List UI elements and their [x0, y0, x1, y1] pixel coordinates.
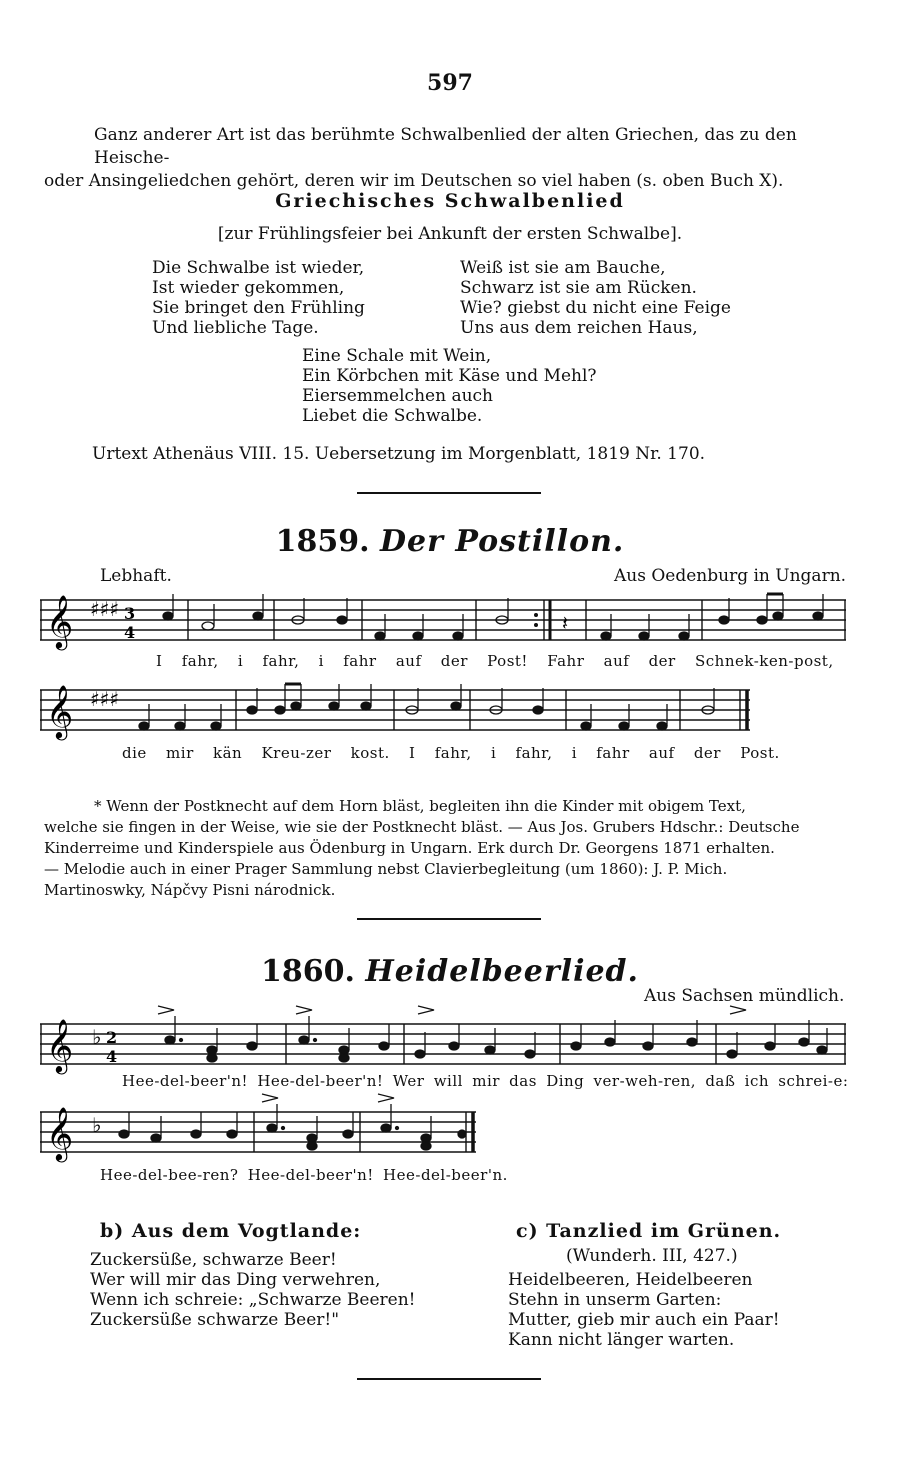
greek-col-left [152, 258, 365, 338]
verse-line: Zuckersüße schwarze Beer!" [90, 1310, 340, 1330]
footnote-line: — Melodie auch in einer Prager Sammlung nebst Clavierbegleitung (um 1860): J. P. Mich. [44, 860, 728, 878]
verse-line: Sie bringet den Frühling [152, 298, 365, 318]
page-number: 597 [427, 70, 473, 96]
tempo-marking: Lebhaft. [100, 566, 172, 586]
verse-line: Die Schwalbe ist wieder, [152, 258, 365, 278]
variant-b-title: b) Aus dem Vogtlande: [100, 1220, 362, 1242]
verse-line: Liebet die Schwalbe. [302, 406, 483, 426]
variant-c-source: (Wunderh. III, 427.) [566, 1246, 738, 1266]
verse-line: Schwarz ist sie am Rücken. [460, 278, 697, 298]
svg-text:4: 4 [124, 623, 136, 642]
verse-line: Wenn ich schreie: „Schwarze Beeren! [90, 1290, 416, 1310]
verse-line: Kann nicht länger warten. [508, 1330, 735, 1350]
greek-source: Urtext Athenäus VIII. 15. Uebersetzung im Morgenblatt, 1819 Nr. 170. [92, 444, 706, 464]
variant-c-verse [508, 1270, 780, 1350]
intro-line-2: oder Ansingeliedchen gehört, deren wir im Deutschen so viel haben (s. oben Buch X). [44, 171, 784, 191]
song-origin: Aus Sachsen mündlich. [644, 986, 845, 1006]
verse-line: Stehn in unserm Garten: [508, 1290, 722, 1310]
greek-col-right [460, 258, 731, 338]
greek-song-title: Griechisches Schwalbenlied [275, 190, 625, 212]
music-staff-1859-2 [40, 680, 846, 740]
divider [357, 918, 541, 920]
verse-line: Eine Schale mit Wein, [302, 346, 492, 366]
svg-text:𝄞: 𝄞 [46, 1018, 74, 1072]
svg-text:♭: ♭ [92, 1113, 102, 1137]
lyrics-1859-line-2: die mir kän Kreu-zer kost. I fahr, i fahr, i fahr auf der Post. [122, 744, 780, 762]
music-staff-1859-1 [40, 590, 846, 650]
music-staff-1860-1 [40, 1010, 846, 1070]
svg-text:3: 3 [124, 604, 136, 623]
verse-line: Wie? giebst du nicht eine Feige [460, 298, 731, 318]
divider [357, 1378, 541, 1380]
song-origin: Aus Oedenburg in Ungarn. [614, 566, 847, 586]
song-title: Heidelbeerlied. [365, 954, 639, 989]
svg-text:♯♯♯: ♯♯♯ [90, 597, 120, 621]
variant-c-title: c) Tanzlied im Grünen. [516, 1220, 782, 1242]
svg-text:𝄽: 𝄽 [562, 611, 569, 635]
lyrics-1859-line-1: I fahr, i fahr, i fahr auf der Post! Fahr auf der Schnek-ken-post, [156, 652, 834, 670]
music-staff-1860-2 [40, 1098, 846, 1158]
footnote-line: Martinoswky, Nápčvy Pisni národnick. [44, 881, 336, 899]
verse-line: Eiersemmelchen auch [302, 386, 493, 406]
footnote-line: Kinderreime und Kinderspiele aus Ödenburg in Ungarn. Erk durch Dr. Georgens 1871 erhalten. [44, 839, 775, 857]
svg-text:4: 4 [106, 1047, 118, 1066]
verse-line: Uns aus dem reichen Haus, [460, 318, 698, 338]
greek-col-center [302, 346, 597, 426]
lyrics-1860-line-2: Hee-del-bee-ren? Hee-del-beer'n! Hee-del-beer'n. [100, 1166, 508, 1184]
song-title: Der Postillon. [380, 524, 625, 559]
song-1859-heading [0, 524, 900, 559]
svg-text:2: 2 [106, 1028, 118, 1047]
verse-line: Und liebliche Tage. [152, 318, 319, 338]
verse-line: Mutter, gieb mir auch ein Paar! [508, 1310, 780, 1330]
intro-line-1: Ganz anderer Art ist das berühmte Schwalbenlied der alten Griechen, das zu den Heische- [94, 125, 797, 168]
intro-paragraph [44, 124, 856, 193]
footnote-line: * Wenn der Postknecht auf dem Horn bläst, begleiten ihn die Kinder mit obigem Text, [94, 797, 746, 815]
song-number: 1859. [275, 524, 370, 559]
verse-line: Ist wieder gekommen, [152, 278, 345, 298]
verse-line: Heidelbeeren, Heidelbeeren [508, 1270, 753, 1290]
verse-line: Wer will mir das Ding verwehren, [90, 1270, 381, 1290]
footnote-line: welche sie fingen in der Weise, wie sie der Postknecht bläst. — Aus Jos. Grubers Hdschr.: Deutsche [44, 818, 800, 836]
variant-b-verse [90, 1250, 416, 1330]
footnote-1859 [44, 796, 856, 901]
svg-text:𝄞: 𝄞 [46, 1106, 74, 1160]
lyrics-1860-line-1: Hee-del-beer'n! Hee-del-beer'n! Wer will mir das Ding ver-weh-ren, daß ich schrei-e: [122, 1072, 849, 1090]
greek-song-subtitle: [zur Frühlingsfeier bei Ankunft der ersten Schwalbe]. [217, 224, 683, 244]
svg-text:♭: ♭ [92, 1025, 102, 1049]
svg-text:𝄞: 𝄞 [46, 684, 74, 738]
song-1860-heading [0, 954, 900, 989]
svg-text:♯♯♯: ♯♯♯ [90, 687, 120, 711]
verse-line: Ein Körbchen mit Käse und Mehl? [302, 366, 597, 386]
verse-line: Weiß ist sie am Bauche, [460, 258, 666, 278]
verse-line: Zuckersüße, schwarze Beer! [90, 1250, 337, 1270]
svg-text:𝄞: 𝄞 [46, 594, 74, 648]
song-number: 1860. [261, 954, 355, 989]
divider [357, 492, 541, 494]
